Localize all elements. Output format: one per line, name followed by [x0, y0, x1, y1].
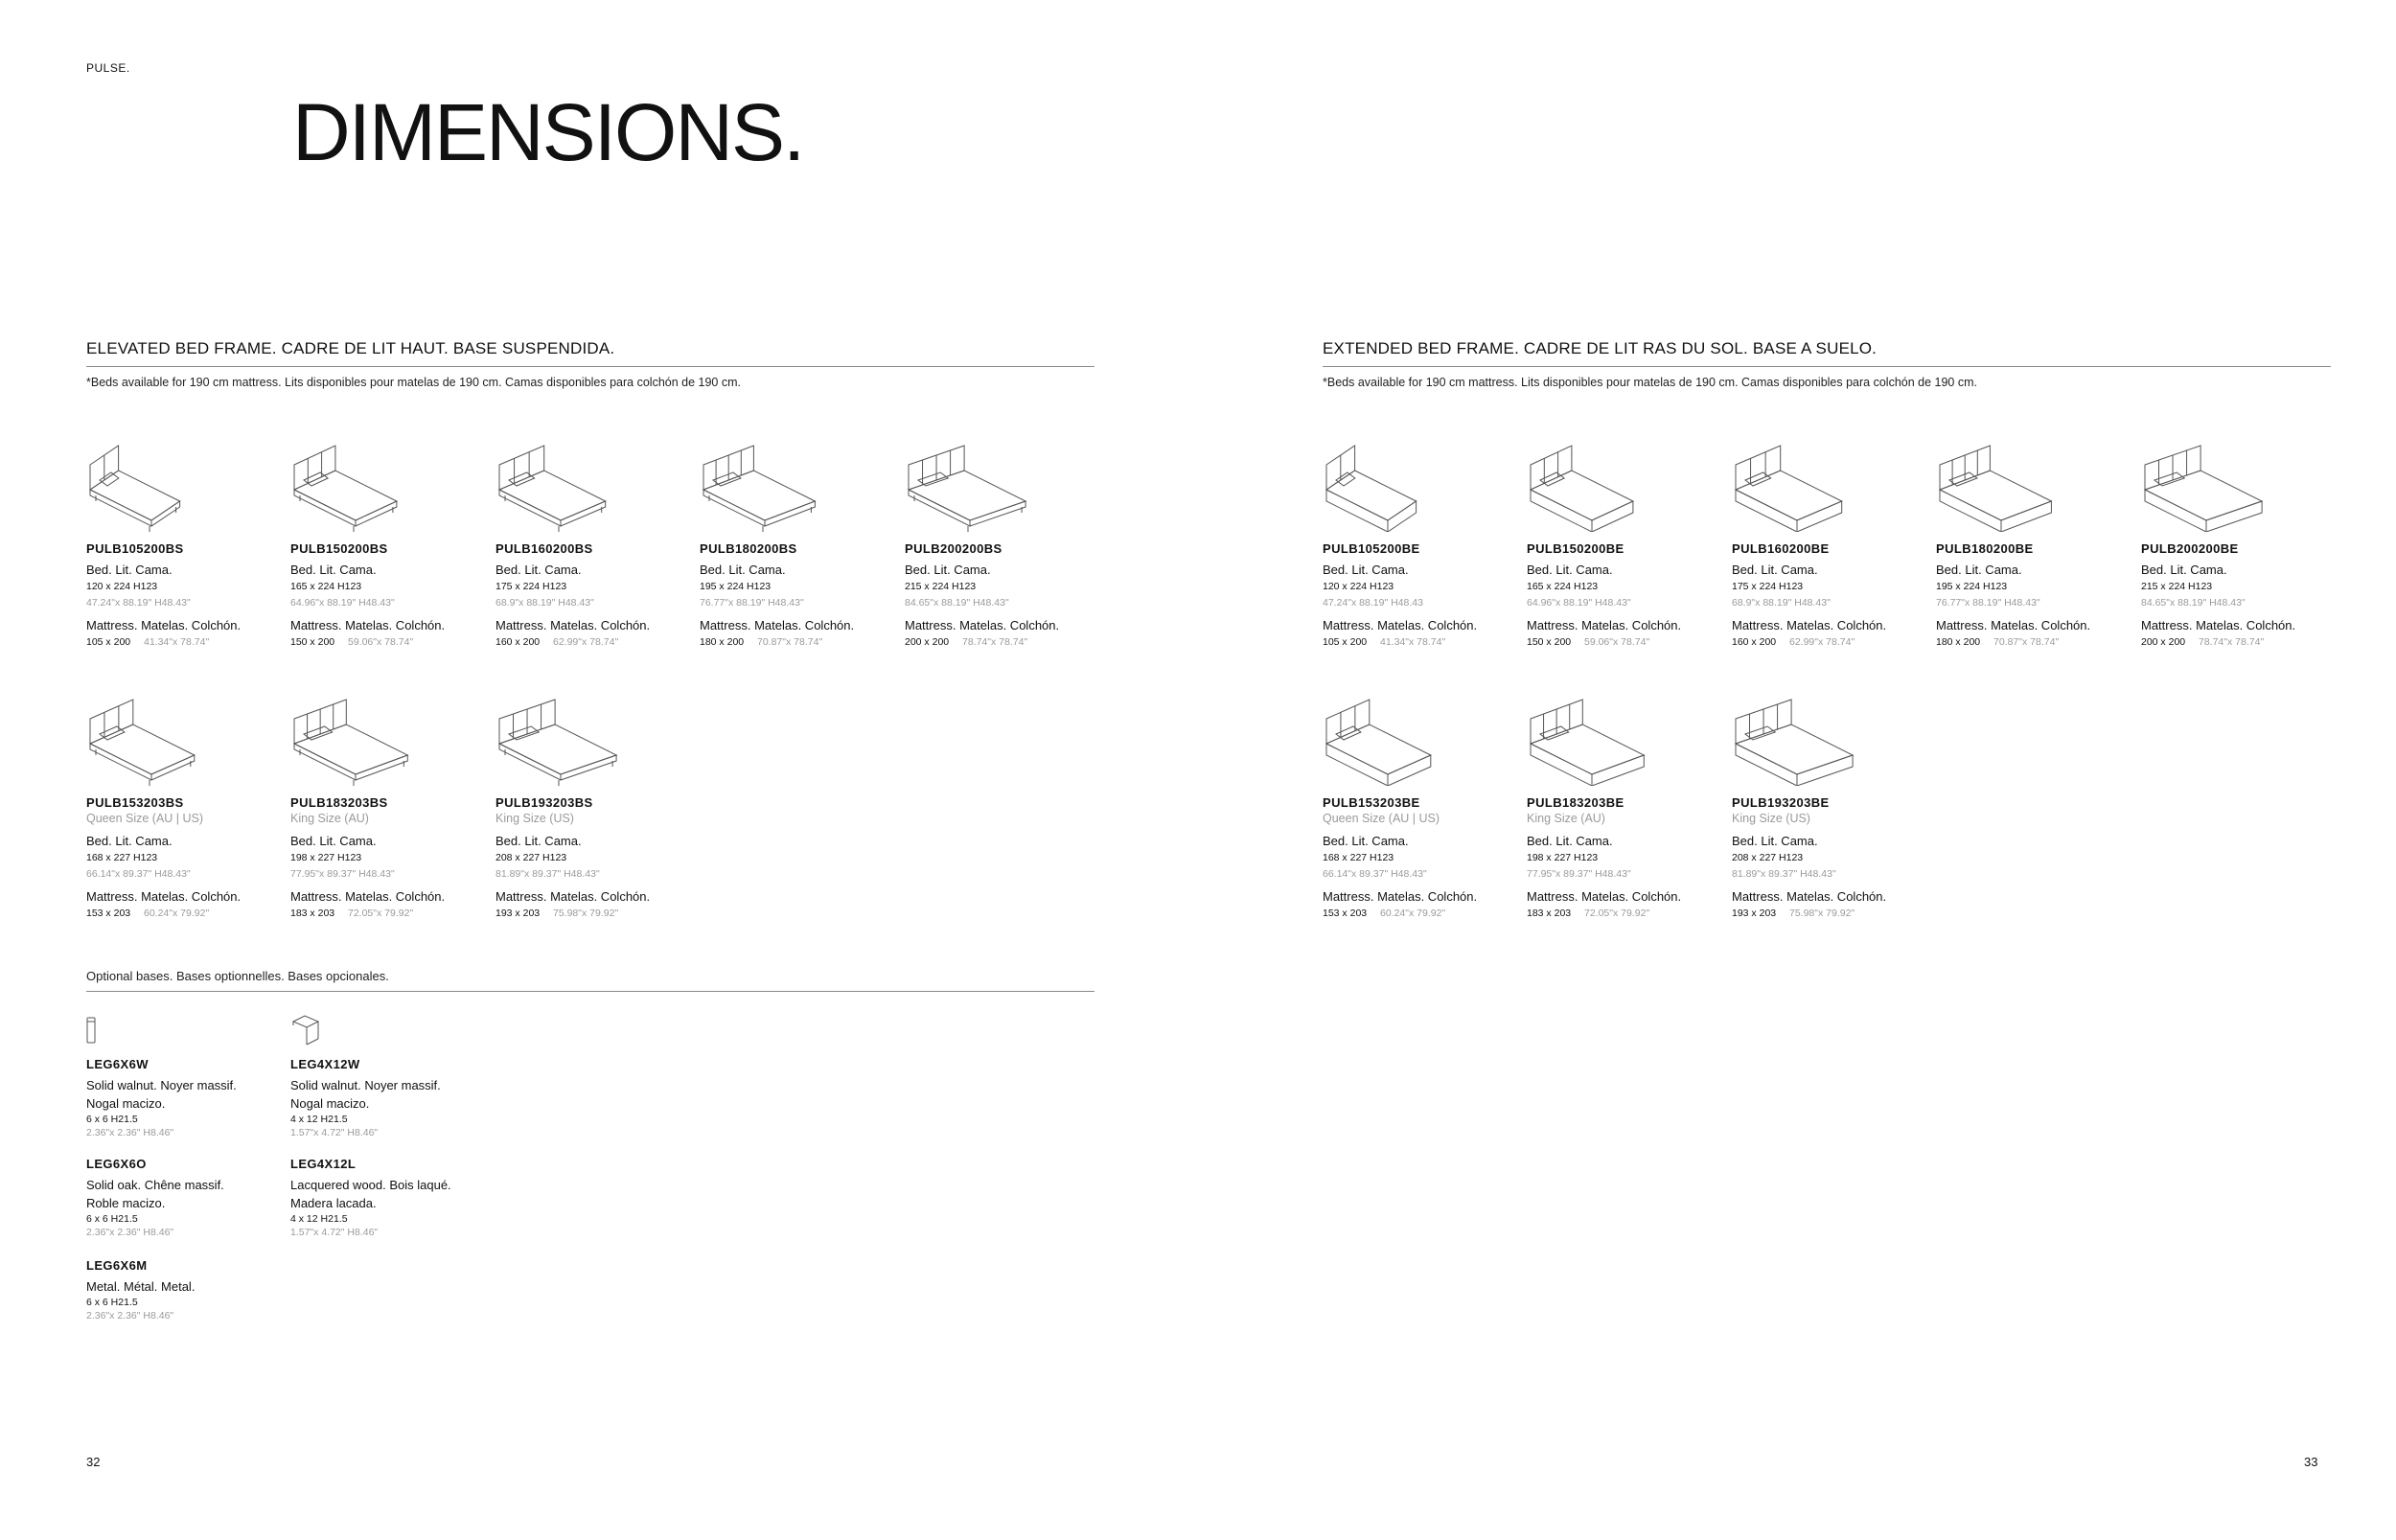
square-leg-icon [84, 1016, 100, 1046]
mattress-label: Mattress. Matelas. Colchón. [290, 618, 446, 632]
bed-dimensions: 168 x 227 H123 [86, 852, 158, 863]
bed-label: Bed. Lit. Cama. [1936, 563, 2022, 577]
mattress-dimensions-imperial: 59.06"x 78.74" [1584, 636, 1650, 648]
mattress-dimensions-imperial: 41.34"x 78.74" [144, 636, 210, 648]
mattress-dimensions-imperial: 72.05"x 79.92" [1584, 908, 1650, 919]
bed-dimensions-imperial: 64.96"x 88.19" H48.43" [1527, 597, 1631, 609]
mattress-label: Mattress. Matelas. Colchón. [86, 889, 242, 904]
bed-dimensions-imperial: 66.14"x 89.37" H48.43" [86, 868, 191, 880]
bed-outline-icon [2141, 436, 2266, 532]
mattress-dimensions: 193 x 203 [1732, 908, 1777, 919]
mattress-dimensions-imperial: 72.05"x 79.92" [348, 908, 414, 919]
bases-title: Optional bases. Bases optionnelles. Bases opcionales. [86, 969, 389, 983]
bed-dimensions-imperial: 84.65"x 88.19" H48.43" [905, 597, 1009, 609]
bed-dimensions-imperial: 77.95"x 89.37" H48.43" [290, 868, 395, 880]
mattress-dimensions: 160 x 200 [495, 636, 541, 648]
leg-code: LEG4X12L [290, 1157, 357, 1171]
bed-dimensions: 198 x 227 H123 [1527, 852, 1599, 863]
bed-label: Bed. Lit. Cama. [495, 834, 582, 848]
divider [1323, 366, 2331, 367]
product-code: PULB183203BE [1527, 795, 1624, 810]
leg-dimensions-imperial: 1.57"x 4.72" H8.46" [290, 1227, 379, 1238]
leg-description-es: Madera lacada. [290, 1196, 377, 1210]
bed-dimensions: 195 x 224 H123 [1936, 581, 2008, 592]
product-code: PULB183203BS [290, 795, 388, 810]
leg-code: LEG6X6W [86, 1057, 149, 1071]
page-number-left: 32 [86, 1455, 101, 1469]
product-code: PULB200200BE [2141, 541, 2239, 556]
extended-section-title: EXTENDED BED FRAME. CADRE DE LIT RAS DU SOL. BASE A SUELO. [1323, 339, 1878, 357]
bed-outline-icon [290, 690, 415, 786]
bed-dimensions-imperial: 81.89"x 89.37" H48.43" [1732, 868, 1836, 880]
leg-dimensions: 4 x 12 H21.5 [290, 1114, 348, 1125]
rect-leg-icon [289, 1014, 324, 1048]
product-code: PULB160200BE [1732, 541, 1830, 556]
base-option [86, 1256, 288, 1322]
product-code: PULB200200BS [905, 541, 1002, 556]
bed-outline-icon [1936, 436, 2061, 532]
mattress-dimensions: 150 x 200 [1527, 636, 1572, 648]
mattress-dimensions: 183 x 203 [290, 908, 335, 919]
product-code: PULB180200BS [700, 541, 797, 556]
bed-dimensions-imperial: 76.77"x 88.19" H48.43" [700, 597, 804, 609]
mattress-dimensions-imperial: 75.98"x 79.92" [553, 908, 619, 919]
bed-outline-icon [86, 436, 211, 532]
bed-dimensions-imperial: 84.65"x 88.19" H48.43" [2141, 597, 2246, 609]
product-code: PULB150200BS [290, 541, 388, 556]
leg-description-es: Nogal macizo. [86, 1096, 166, 1111]
mattress-dimensions: 153 x 203 [86, 908, 131, 919]
product-code: PULB193203BS [495, 795, 593, 810]
bed-dimensions-imperial: 77.95"x 89.37" H48.43" [1527, 868, 1631, 880]
bed-dimensions: 175 x 224 H123 [495, 581, 567, 592]
mattress-label: Mattress. Matelas. Colchón. [290, 889, 446, 904]
extended-note: *Beds available for 190 cm mattress. Lits disponibles pour matelas de 190 cm. Camas disponibles para colchón de 190 cm. [1323, 376, 1977, 389]
product-code: PULB180200BE [1936, 541, 2034, 556]
bed-label: Bed. Lit. Cama. [495, 563, 582, 577]
bed-outline-icon [1527, 436, 1651, 532]
bed-outline-icon [1732, 690, 1856, 786]
base-option [86, 1055, 288, 1138]
size-label: King Size (US) [495, 812, 574, 825]
leg-description: Metal. Métal. Metal. [86, 1279, 196, 1294]
bed-label: Bed. Lit. Cama. [1527, 834, 1613, 848]
bed-dimensions: 120 x 224 H123 [1323, 581, 1394, 592]
leg-description-es: Roble macizo. [86, 1196, 166, 1210]
bed-dimensions-imperial: 68.9"x 88.19" H48.43" [1732, 597, 1831, 609]
bed-dimensions: 168 x 227 H123 [1323, 852, 1394, 863]
bed-label: Bed. Lit. Cama. [2141, 563, 2227, 577]
bed-outline-icon [1323, 690, 1447, 786]
base-option [290, 1055, 492, 1138]
mattress-dimensions: 105 x 200 [1323, 636, 1368, 648]
bed-outline-icon [495, 690, 620, 786]
bed-dimensions: 165 x 224 H123 [1527, 581, 1599, 592]
bed-dimensions-imperial: 64.96"x 88.19" H48.43" [290, 597, 395, 609]
page-title: DIMENSIONS. [292, 87, 804, 177]
mattress-dimensions-imperial: 70.87"x 78.74" [757, 636, 823, 648]
mattress-label: Mattress. Matelas. Colchón. [1527, 618, 1682, 632]
base-option [290, 1155, 492, 1238]
brand-label: PULSE. [86, 61, 130, 75]
bed-dimensions-imperial: 66.14"x 89.37" H48.43" [1323, 868, 1427, 880]
mattress-label: Mattress. Matelas. Colchón. [1323, 618, 1478, 632]
bed-label: Bed. Lit. Cama. [700, 563, 786, 577]
bed-dimensions: 120 x 224 H123 [86, 581, 158, 592]
product-code: PULB153203BS [86, 795, 184, 810]
size-label: King Size (AU) [1527, 812, 1605, 825]
mattress-label: Mattress. Matelas. Colchón. [700, 618, 855, 632]
leg-dimensions: 4 x 12 H21.5 [290, 1213, 348, 1225]
mattress-dimensions: 160 x 200 [1732, 636, 1777, 648]
bed-outline-icon [1527, 690, 1651, 786]
bed-dimensions-imperial: 47.24"x 88.19" H48.43 [1323, 597, 1423, 609]
leg-description-es: Nogal macizo. [290, 1096, 370, 1111]
bed-dimensions-imperial: 68.9"x 88.19" H48.43" [495, 597, 594, 609]
bed-outline-icon [905, 436, 1029, 532]
mattress-dimensions: 150 x 200 [290, 636, 335, 648]
bed-outline-icon [290, 436, 415, 532]
mattress-dimensions: 200 x 200 [905, 636, 950, 648]
leg-description: Lacquered wood. Bois laqué. [290, 1178, 451, 1192]
mattress-label: Mattress. Matelas. Colchón. [1936, 618, 2091, 632]
bed-label: Bed. Lit. Cama. [290, 563, 377, 577]
divider [86, 366, 1094, 367]
leg-dimensions: 6 x 6 H21.5 [86, 1213, 138, 1225]
bed-label: Bed. Lit. Cama. [1732, 563, 1818, 577]
leg-dimensions-imperial: 1.57"x 4.72" H8.46" [290, 1127, 379, 1138]
product-code: PULB105200BS [86, 541, 184, 556]
size-label: Queen Size (AU | US) [86, 812, 204, 825]
bed-dimensions: 165 x 224 H123 [290, 581, 362, 592]
elevated-note: *Beds available for 190 cm mattress. Lits disponibles pour matelas de 190 cm. Camas disponibles para colchón de 190 cm. [86, 376, 741, 389]
bed-label: Bed. Lit. Cama. [1527, 563, 1613, 577]
mattress-dimensions-imperial: 62.99"x 78.74" [553, 636, 619, 648]
bed-label: Bed. Lit. Cama. [1323, 834, 1409, 848]
leg-dimensions: 6 x 6 H21.5 [86, 1297, 138, 1308]
bed-outline-icon [86, 690, 211, 786]
leg-dimensions-imperial: 2.36"x 2.36" H8.46" [86, 1310, 174, 1322]
bed-label: Bed. Lit. Cama. [86, 563, 173, 577]
bed-dimensions: 195 x 224 H123 [700, 581, 772, 592]
mattress-label: Mattress. Matelas. Colchón. [1323, 889, 1478, 904]
product-code: PULB193203BE [1732, 795, 1830, 810]
mattress-dimensions-imperial: 41.34"x 78.74" [1380, 636, 1446, 648]
bed-outline-icon [700, 436, 824, 532]
bed-dimensions: 215 x 224 H123 [2141, 581, 2213, 592]
leg-code: LEG4X12W [290, 1057, 360, 1071]
product-code: PULB150200BE [1527, 541, 1624, 556]
mattress-dimensions-imperial: 70.87"x 78.74" [1993, 636, 2060, 648]
leg-code: LEG6X6O [86, 1157, 147, 1171]
leg-dimensions-imperial: 2.36"x 2.36" H8.46" [86, 1227, 174, 1238]
bed-label: Bed. Lit. Cama. [290, 834, 377, 848]
mattress-dimensions: 193 x 203 [495, 908, 541, 919]
bed-dimensions: 215 x 224 H123 [905, 581, 977, 592]
bed-dimensions-imperial: 76.77"x 88.19" H48.43" [1936, 597, 2040, 609]
leg-description: Solid oak. Chêne massif. [86, 1178, 224, 1192]
mattress-label: Mattress. Matelas. Colchón. [1527, 889, 1682, 904]
leg-dimensions: 6 x 6 H21.5 [86, 1114, 138, 1125]
bed-dimensions: 208 x 227 H123 [495, 852, 567, 863]
mattress-dimensions-imperial: 62.99"x 78.74" [1789, 636, 1855, 648]
bed-label: Bed. Lit. Cama. [905, 563, 991, 577]
mattress-dimensions: 153 x 203 [1323, 908, 1368, 919]
mattress-dimensions: 180 x 200 [1936, 636, 1981, 648]
product-code: PULB153203BE [1323, 795, 1420, 810]
bed-outline-icon [495, 436, 620, 532]
leg-description: Solid walnut. Noyer massif. [86, 1078, 237, 1092]
bed-dimensions-imperial: 47.24"x 88.19" H48.43" [86, 597, 191, 609]
mattress-dimensions-imperial: 60.24"x 79.92" [144, 908, 210, 919]
product-code: PULB160200BS [495, 541, 593, 556]
bed-label: Bed. Lit. Cama. [1732, 834, 1818, 848]
mattress-label: Mattress. Matelas. Colchón. [905, 618, 1060, 632]
page-number-right: 33 [2304, 1455, 2318, 1469]
mattress-dimensions: 105 x 200 [86, 636, 131, 648]
mattress-label: Mattress. Matelas. Colchón. [495, 618, 651, 632]
mattress-dimensions-imperial: 78.74"x 78.74" [2199, 636, 2265, 648]
mattress-dimensions: 183 x 203 [1527, 908, 1572, 919]
bed-label: Bed. Lit. Cama. [1323, 563, 1409, 577]
size-label: King Size (AU) [290, 812, 369, 825]
leg-code: LEG6X6M [86, 1258, 148, 1273]
base-option [86, 1155, 288, 1238]
mattress-dimensions-imperial: 75.98"x 79.92" [1789, 908, 1855, 919]
mattress-dimensions: 180 x 200 [700, 636, 745, 648]
mattress-label: Mattress. Matelas. Colchón. [495, 889, 651, 904]
leg-description: Solid walnut. Noyer massif. [290, 1078, 441, 1092]
mattress-label: Mattress. Matelas. Colchón. [1732, 618, 1887, 632]
leg-dimensions-imperial: 2.36"x 2.36" H8.46" [86, 1127, 174, 1138]
divider [86, 991, 1094, 992]
product-code: PULB105200BE [1323, 541, 1420, 556]
bed-outline-icon [1323, 436, 1447, 532]
bed-dimensions-imperial: 81.89"x 89.37" H48.43" [495, 868, 600, 880]
bed-dimensions: 208 x 227 H123 [1732, 852, 1804, 863]
mattress-label: Mattress. Matelas. Colchón. [1732, 889, 1887, 904]
bed-outline-icon [1732, 436, 1856, 532]
bed-label: Bed. Lit. Cama. [86, 834, 173, 848]
mattress-dimensions-imperial: 59.06"x 78.74" [348, 636, 414, 648]
size-label: King Size (US) [1732, 812, 1810, 825]
size-label: Queen Size (AU | US) [1323, 812, 1440, 825]
bed-dimensions: 198 x 227 H123 [290, 852, 362, 863]
mattress-label: Mattress. Matelas. Colchón. [2141, 618, 2296, 632]
mattress-dimensions-imperial: 78.74"x 78.74" [962, 636, 1028, 648]
mattress-dimensions-imperial: 60.24"x 79.92" [1380, 908, 1446, 919]
mattress-label: Mattress. Matelas. Colchón. [86, 618, 242, 632]
bed-dimensions: 175 x 224 H123 [1732, 581, 1804, 592]
mattress-dimensions: 200 x 200 [2141, 636, 2186, 648]
elevated-section-title: ELEVATED BED FRAME. CADRE DE LIT HAUT. BASE SUSPENDIDA. [86, 339, 615, 357]
